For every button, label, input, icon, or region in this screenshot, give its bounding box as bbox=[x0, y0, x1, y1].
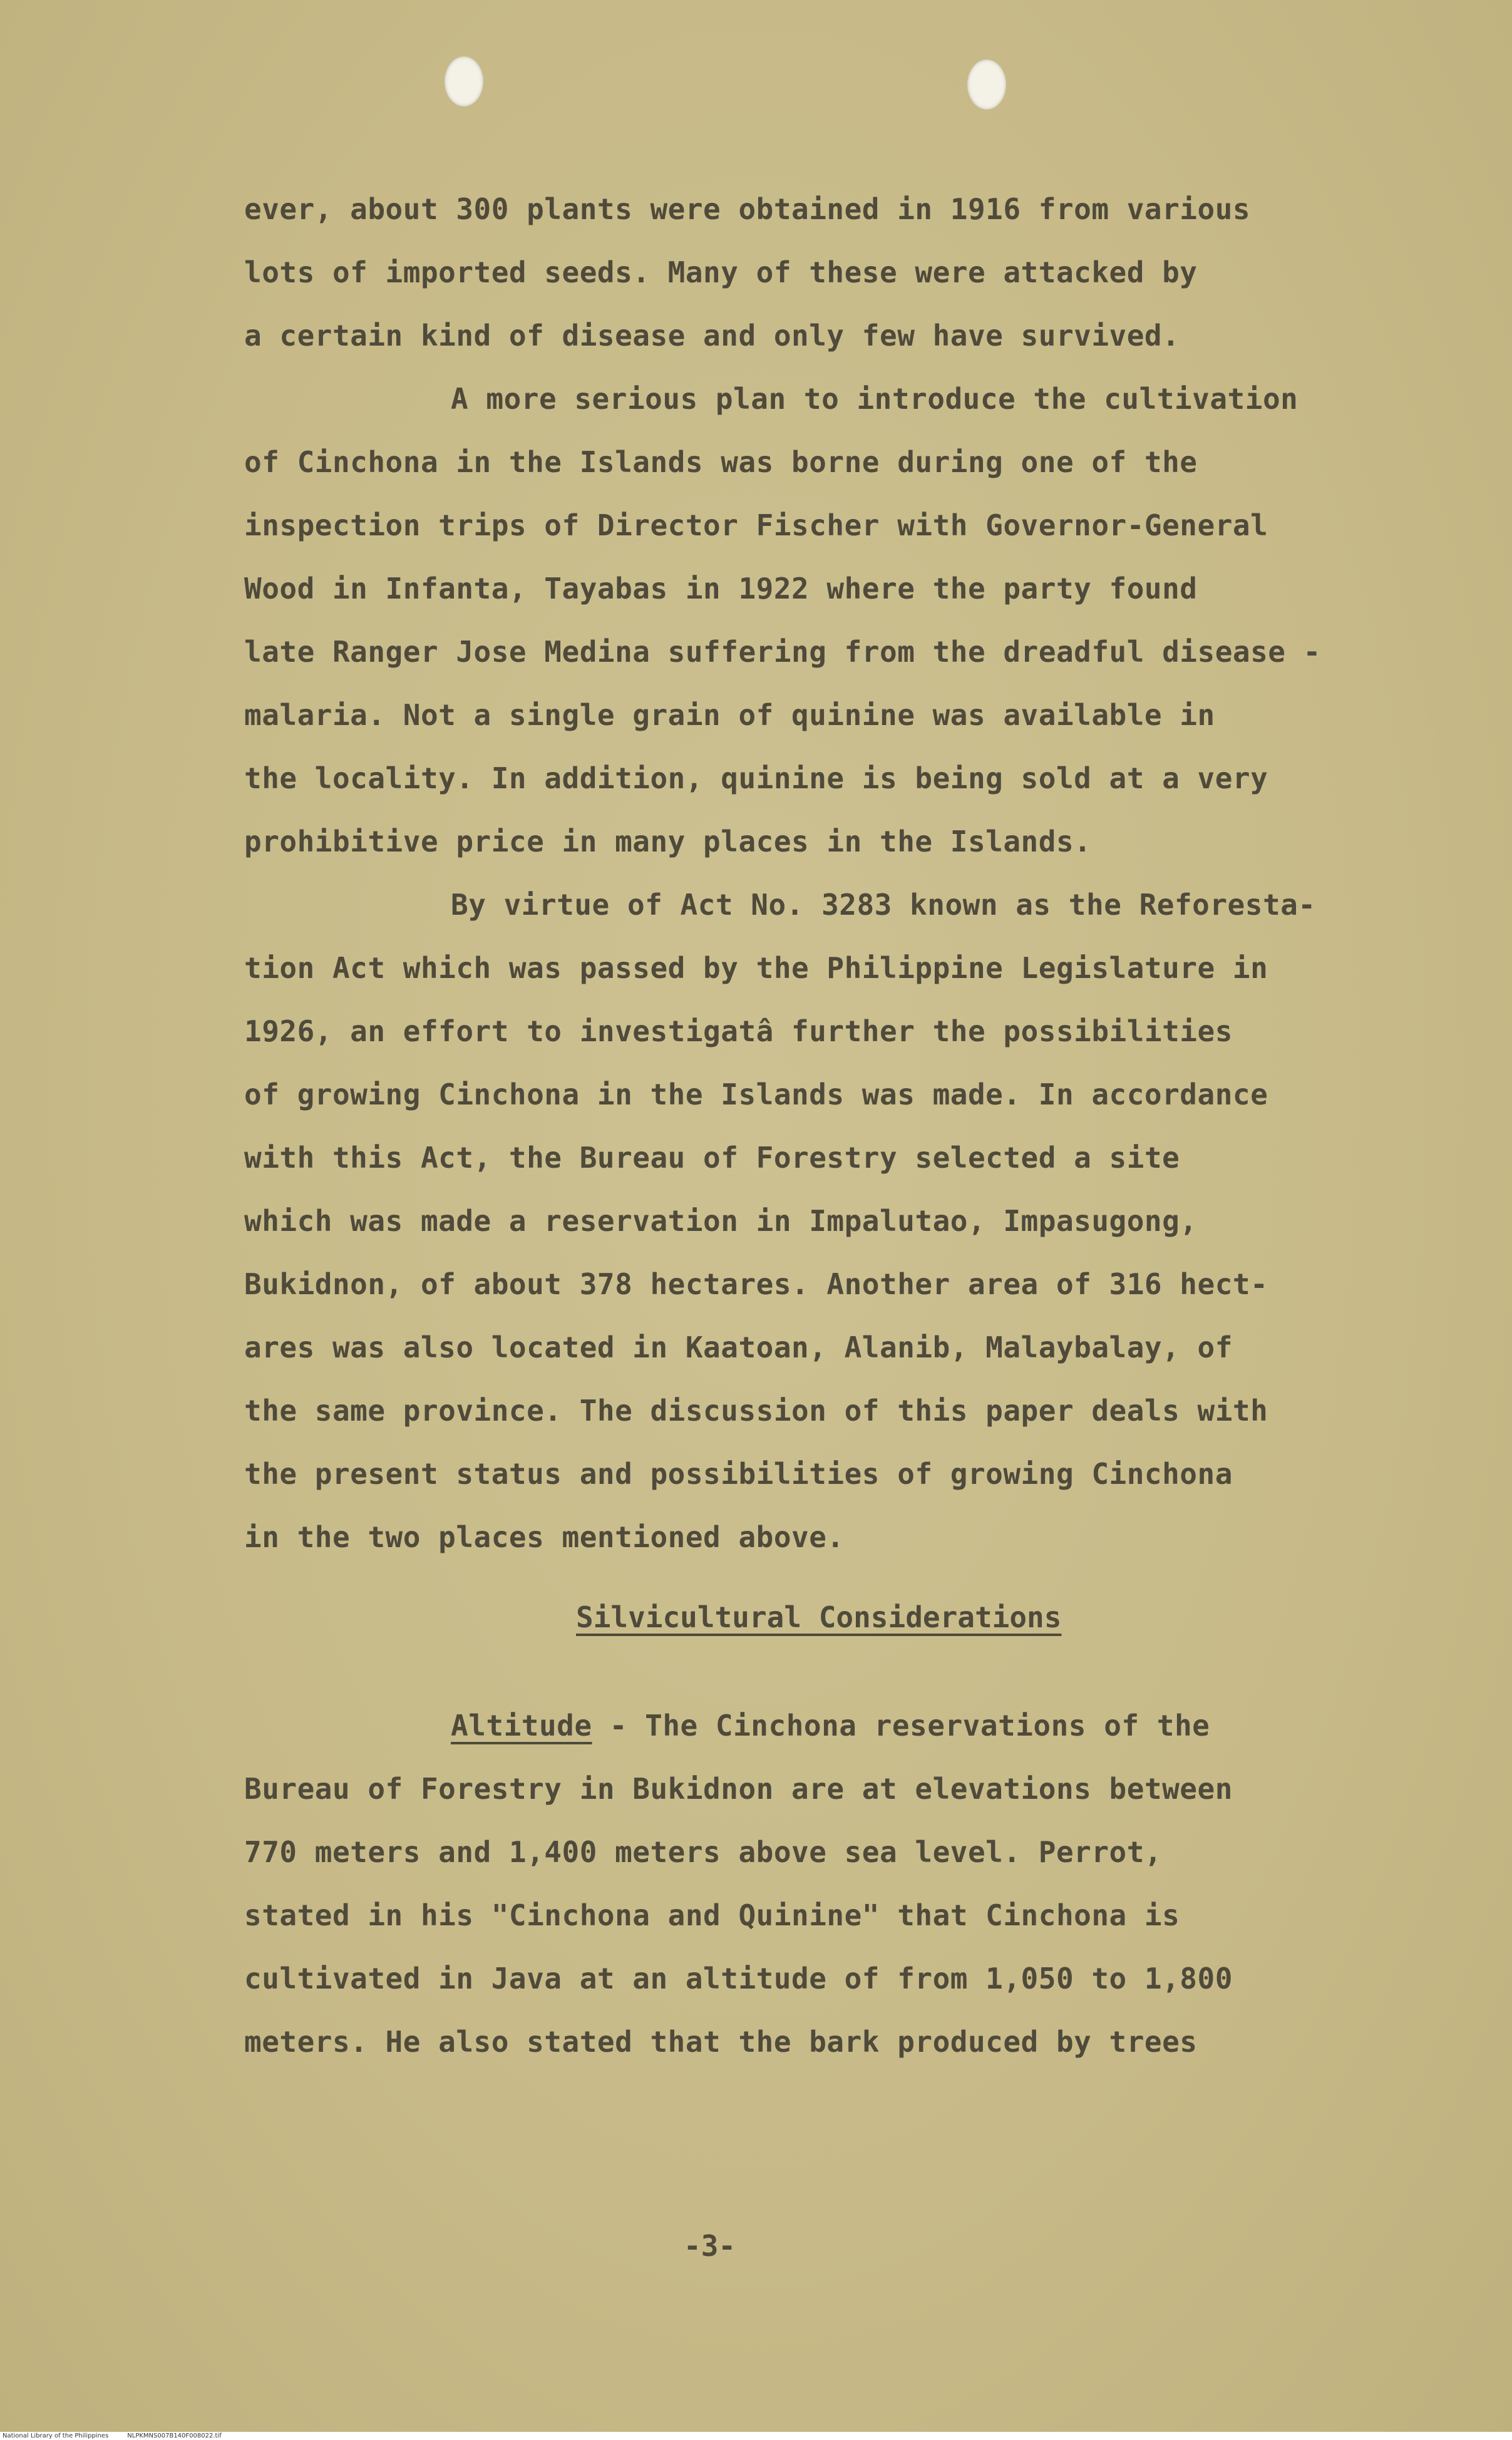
run-in-title: Altitude bbox=[451, 1709, 592, 1742]
text-line: A more serious plan to introduce the cultivation bbox=[451, 382, 1299, 416]
text-line: By virtue of Act No. 3283 known as the Reforesta- bbox=[451, 888, 1316, 922]
punch-hole-left bbox=[445, 56, 483, 106]
text-line: meters. He also stated that the bark produced by trees bbox=[244, 2025, 1198, 2059]
page-number: -3- bbox=[684, 2229, 736, 2263]
text-line: inspection trips of Director Fischer with Governor-General bbox=[244, 508, 1268, 542]
scan-filename: NLPKMNS007B140F008022.tif bbox=[127, 2432, 222, 2439]
text-line: with this Act, the Bureau of Forestry selected a site bbox=[244, 1141, 1180, 1175]
section-heading: Silvicultural Considerations bbox=[576, 1600, 1062, 1634]
text-line: which was made a reservation in Impalutao, Impasugong, bbox=[244, 1204, 1198, 1238]
text-line: tion Act which was passed by the Philippine Legislature in bbox=[244, 951, 1268, 985]
text-line: stated in his "Cinchona and Quinine" that Cinchona is bbox=[244, 1898, 1180, 1932]
text-line: ares was also located in Kaatoan, Alanib, Malaybalay, of bbox=[244, 1331, 1233, 1364]
library-credit: National Library of the Philippines bbox=[3, 2432, 109, 2439]
scan-footer bbox=[0, 2432, 1512, 2440]
text-line: malaria. Not a single grain of quinine was available in bbox=[244, 698, 1215, 732]
text-line: of Cinchona in the Islands was borne during one of the bbox=[244, 445, 1198, 479]
text-fragment: - The Cinchona reservations of the bbox=[592, 1709, 1210, 1742]
text-line: late Ranger Jose Medina suffering from the dreadful disease - bbox=[244, 635, 1321, 669]
text-line: 1926, an effort to investigatâ further the possibilities bbox=[244, 1014, 1233, 1048]
text-line: Wood in Infanta, Tayabas in 1922 where the party found bbox=[244, 572, 1198, 605]
text-line: of growing Cinchona in the Islands was made. In accordance bbox=[244, 1078, 1268, 1111]
text-line: Bureau of Forestry in Bukidnon are at elevations between bbox=[244, 1772, 1233, 1806]
text-line: ever, about 300 plants were obtained in 1916 from various bbox=[244, 192, 1251, 226]
text-line: in the two places mentioned above. bbox=[244, 1520, 845, 1554]
text-line: the same province. The discussion of this paper deals with bbox=[244, 1394, 1268, 1428]
text-line: cultivated in Java at an altitude of from 1,050 to 1,800 bbox=[244, 1962, 1233, 1995]
text-line: Bukidnon, of about 378 hectares. Another area of 316 hect- bbox=[244, 1267, 1268, 1301]
text-line: prohibitive price in many places in the Islands. bbox=[244, 825, 1092, 858]
text-line: the locality. In addition, quinine is being sold at a very bbox=[244, 761, 1268, 795]
text-line: the present status and possibilities of growing Cinchona bbox=[244, 1457, 1233, 1491]
text-line: a certain kind of disease and only few have survived. bbox=[244, 319, 1180, 353]
altitude-first-line bbox=[451, 1694, 1210, 1758]
text-line: 770 meters and 1,400 meters above sea level. Perrot, bbox=[244, 1835, 1163, 1869]
punch-hole-right bbox=[967, 59, 1006, 110]
text-line: lots of imported seeds. Many of these were attacked by bbox=[244, 255, 1198, 289]
